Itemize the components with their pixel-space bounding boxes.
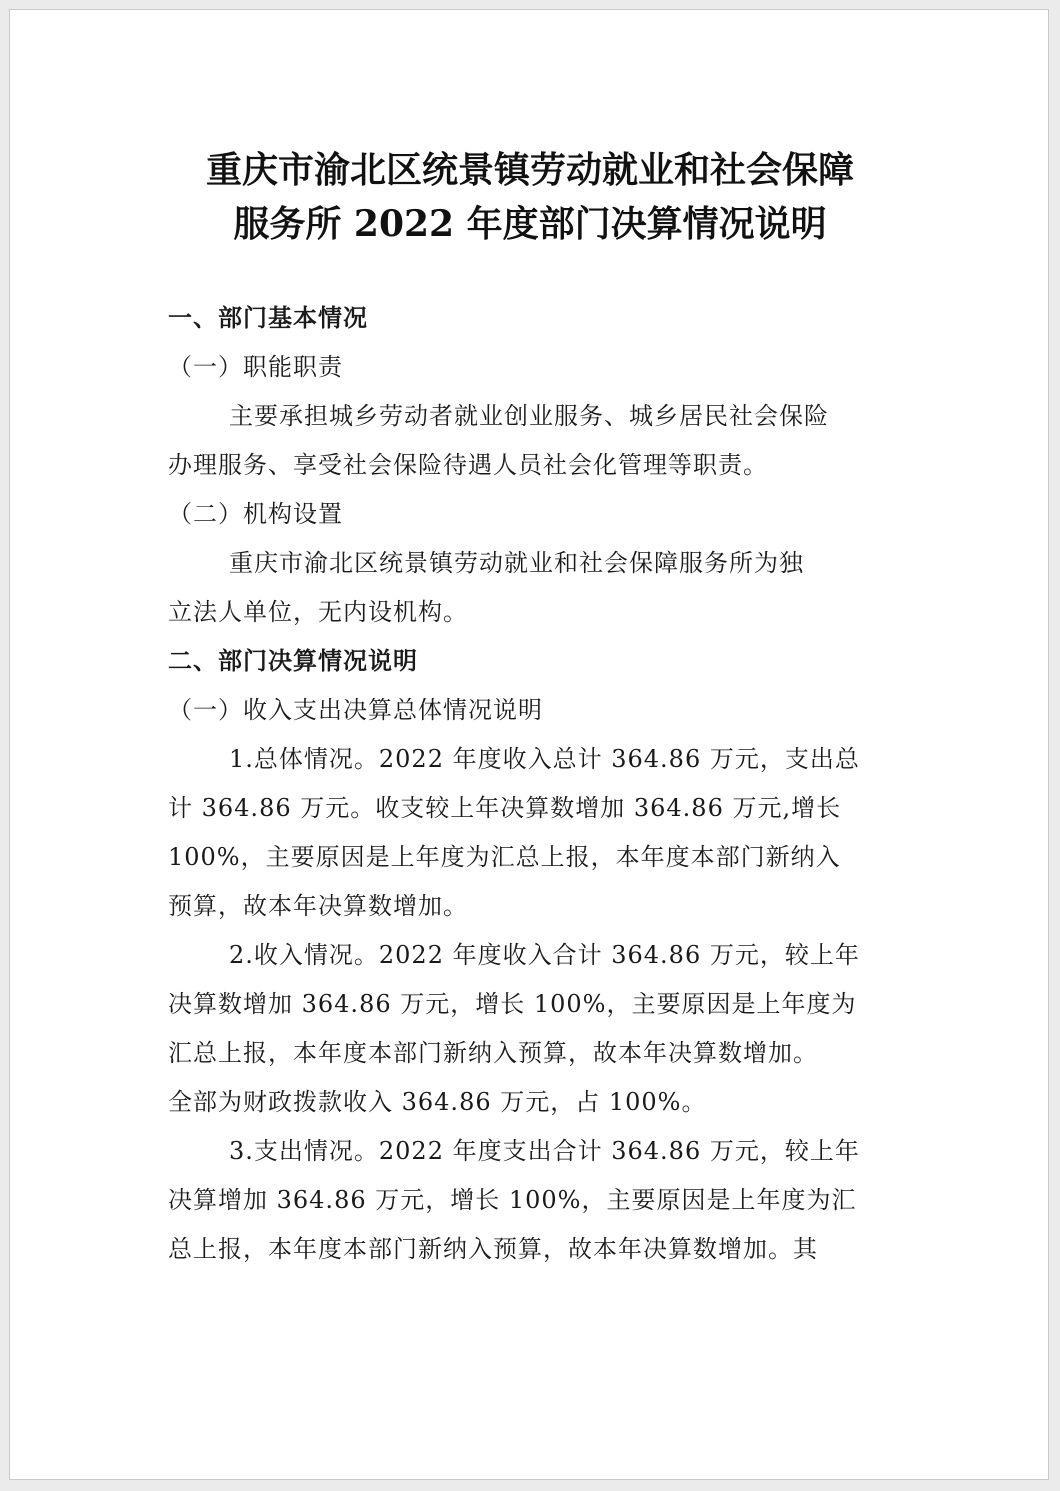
paragraph-line: 汇总上报，本年度本部门新纳入预算，故本年决算数增加。	[168, 1039, 818, 1067]
paragraph-line: 计 364.86 万元。收支较上年决算数增加 364.86 万元,增长	[168, 794, 842, 822]
section-heading-final-accounts: 二、部门决算情况说明	[168, 647, 418, 675]
paragraph-line: 1.总体情况。2022 年度收入总计 364.86 万元，支出总	[229, 745, 860, 773]
paragraph-line: 决算数增加 364.86 万元，增长 100%，主要原因是上年度为	[168, 990, 857, 1018]
paragraph-line: 3.支出情况。2022 年度支出合计 364.86 万元，较上年	[229, 1137, 860, 1165]
subsection-heading-income-expense: （一）收入支出决算总体情况说明	[168, 696, 543, 724]
subsection-heading-functions: （一）职能职责	[168, 353, 343, 381]
paragraph-line: 总上报，本年度本部门新纳入预算，故本年决算数增加。其	[168, 1235, 818, 1263]
paragraph-line: 重庆市渝北区统景镇劳动就业和社会保障服务所为独	[229, 549, 804, 577]
paragraph-line: 主要承担城乡劳动者就业创业服务、城乡居民社会保险	[229, 402, 829, 430]
document-title-line-1: 重庆市渝北区统景镇劳动就业和社会保障	[205, 149, 854, 191]
paragraph-line: 办理服务、享受社会保险待遇人员社会化管理等职责。	[168, 451, 768, 479]
paragraph-line: 2.收入情况。2022 年度收入合计 364.86 万元，较上年	[229, 941, 860, 969]
document-title-line-2: 服务所 2022 年度部门决算情况说明	[233, 203, 827, 245]
paragraph-line: 立法人单位，无内设机构。	[168, 598, 468, 626]
paragraph-line: 预算，故本年决算数增加。	[168, 892, 468, 920]
section-heading-basic-info: 一、部门基本情况	[168, 304, 368, 332]
paragraph-line: 100%，主要原因是上年度为汇总上报，本年度本部门新纳入	[168, 843, 841, 871]
subsection-heading-organization: （二）机构设置	[168, 500, 343, 528]
document-page	[9, 9, 1049, 1480]
paragraph-line: 决算增加 364.86 万元，增长 100%，主要原因是上年度为汇	[168, 1186, 857, 1214]
paragraph-line: 全部为财政拨款收入 364.86 万元，占 100%。	[168, 1088, 707, 1116]
